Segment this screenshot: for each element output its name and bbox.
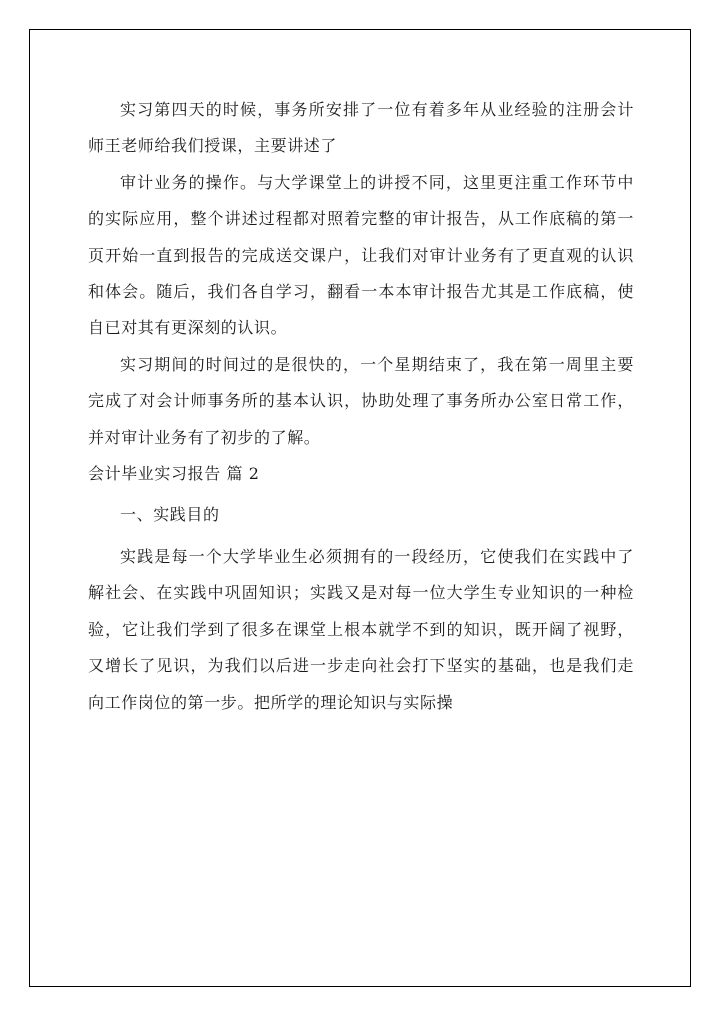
sub-heading-practice-purpose: 一、实践目的 bbox=[120, 505, 220, 525]
paragraph-audit-operations: 审计业务的操作。与大学课堂上的讲授不同，这里更注重工作环节中的实际应用，整个讲述过程都对照着完整的审计报告，从工作底稿的第一页开始一直到报告的完成送交课户，让我们对审计业务有了更直观的认识和体会。随后，我们各自学习，翻看一本本审计报告尤其是工作底稿，使自已对其有更深刻的认识。 bbox=[88, 172, 634, 338]
document-body bbox=[88, 92, 634, 721]
section-title: 会计毕业实习报告 篇 2 bbox=[88, 464, 260, 484]
paragraph-first-week-summary: 实习期间的时间过的是很快的，一个星期结束了，我在第一周里主要完成了对会计师事务所的基本认识，协助处理了事务所办公室日常工作，并对审计业务有了初步的了解。 bbox=[88, 354, 634, 447]
paragraph-guest-lecture: 实习第四天的时候，事务所安排了一位有着多年从业经验的注册会计师王老师给我们授课，主要讲述了 bbox=[88, 100, 634, 156]
paragraph-practice-purpose: 实践是每一个大学毕业生必须拥有的一段经历，它使我们在实践中了解社会、在实践中巩固知识；实践又是对每一位大学生专业知识的一种检验，它让我们学到了很多在课堂上根本就学不到的知识，既开阔了视野，又增长了见识，为我们以后进一步走向社会打下坚实的基础，也是我们走向工作岗位的第一步。把所学的理论知识与实际操 bbox=[88, 546, 634, 712]
